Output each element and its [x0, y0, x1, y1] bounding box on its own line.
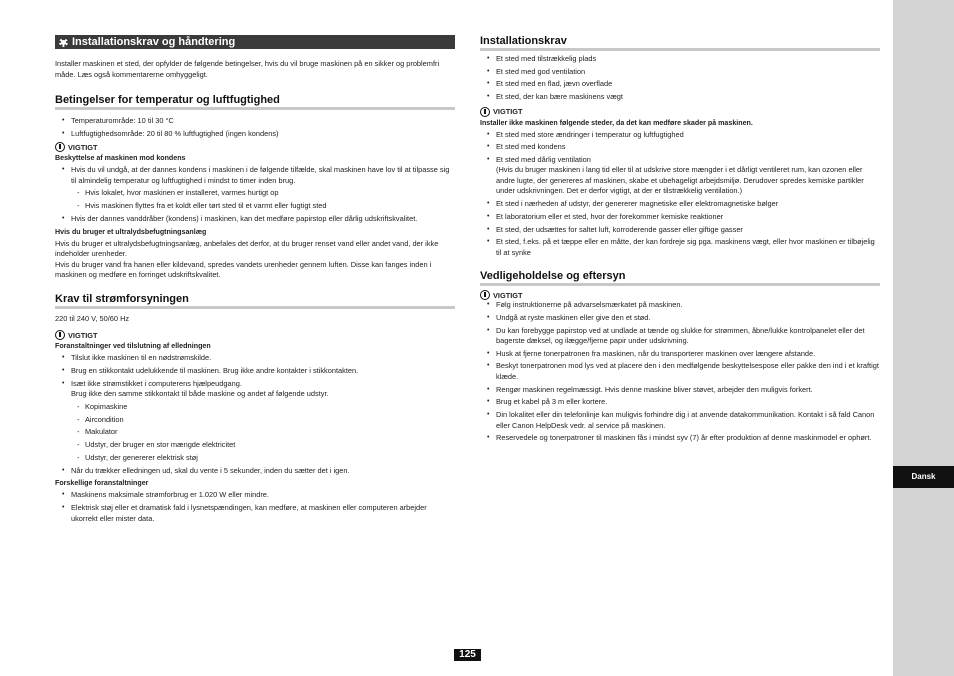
important-text: VIGTIGT: [493, 107, 523, 117]
list-item: • Reservedele og tonerpatroner til maskinen fås i mindst syv (7) år efter produktion af denne maskinmodel er ophørt.: [480, 433, 880, 444]
list-item: • Din lokalitet eller din telefonlinje kan muligvis forhindre dig i at anvende datakommunikation. Kontakt i så fald Canon eller Canon HelpDesk vedr. al service på maskinen.: [480, 410, 880, 431]
list-item: - Makulator: [55, 427, 455, 438]
list-item: - Udstyr, der genererer elektrisk støj: [55, 453, 455, 464]
list-item: • Maskinens maksimale strømforbrug er 1.020 W eller mindre.: [55, 490, 455, 501]
protect-sub-list: [55, 188, 455, 211]
list-item: • Husk at fjerne tonerpatronen fra maskinen, når du transporterer maskinen over længere afstande.: [480, 349, 880, 360]
precautions-list: [55, 353, 455, 399]
item-line: (Hvis du bruger maskinen i lang tid eller til at udskrive store mængder i et dårligt ventileret rum, kan ozonen eller andre lugte, der genereres af maskinen, skabe et ubehageligt arbejdsmiljø. Derudover spredes kemiske partikler under udskrivningen. Det er derfor vigtigt, at der er tilstrækkelig ventilation.): [496, 165, 864, 196]
ultra-text-1: Hvis du bruger et ultralydsbefugtningsanlæg, anbefales det derfor, at du bruger renset vand eller andet vand, der ikke indeholder urenheder.: [55, 238, 439, 259]
unplug-list: [55, 466, 455, 477]
list-item: • Temperaturområde: 10 til 30 °C: [55, 116, 455, 127]
protect-title: Beskyttelse af maskinen mod kondens: [55, 154, 186, 163]
list-item: • Et laboratorium eller et sted, hvor der forekommer kemiske reaktioner: [480, 212, 880, 223]
list-item: • Et sted med tilstrækkelig plads: [480, 54, 880, 65]
intro-text: Installer maskinen et sted, der opfylder de følgende betingelser, hvis du vil bruge maskinen på en sikker og problemfri måde. Læs også kommentarerne omhyggeligt.: [55, 59, 440, 79]
section-title-bar: [55, 35, 455, 49]
warning-icon: [55, 330, 65, 340]
important-label: [55, 330, 455, 340]
temp-heading: Betingelser for temperatur og luftfugtighed: [55, 94, 455, 110]
list-item: • Luftfugtighedsområde: 20 til 80 % luftfugtighed (ingen kondens): [55, 129, 455, 140]
list-item: • Tilslut ikke maskinen til en nødstrømskilde.: [55, 353, 455, 364]
install-heading: Installationskrav: [480, 35, 880, 51]
equipment-sub-list: [55, 402, 455, 464]
language-tab[interactable]: Dansk: [893, 466, 954, 488]
various-title: Forskellige foranstaltninger: [55, 479, 149, 488]
protect-list: [55, 165, 455, 186]
page-number: 125: [454, 649, 481, 661]
sidebar: [893, 0, 954, 676]
list-item: • Når du trækker elledningen ud, skal du vente i 5 sekunder, inden du sætter det i igen.: [55, 466, 455, 477]
ultra-title: Hvis du bruger et ultralydsbefugtningsanlæg: [55, 227, 207, 236]
important-label: [480, 290, 880, 300]
list-item: • Undgå at ryste maskinen eller give den et stød.: [480, 313, 880, 324]
list-item: • Et sted i nærheden af udstyr, der genererer magnetiske eller elektromagnetiske bølger: [480, 199, 880, 210]
list-item: • Du kan forebygge papirstop ved at undlade at tænde og slukke for strømmen, åbne/lukke kontrolpanelet eller det bagerste dæksel, og ilægge/fjerne papir under udskrivning.: [480, 326, 880, 347]
install-list: [480, 54, 880, 103]
precautions-title: Foranstaltninger ved tilslutning af elledningen: [55, 342, 211, 351]
maint-heading: Vedligeholdelse og eftersyn: [480, 270, 880, 286]
install-warning-title: Installer ikke maskinen følgende steder, da det kan medføre skader på maskinen.: [480, 118, 753, 127]
left-column: [55, 35, 455, 526]
list-item: • Et sted, der kan bære maskinens vægt: [480, 92, 880, 103]
list-item: • Beskyt tonerpatronen mod lys ved at placere den i den medfølgende beskyttelsespose eller pakke den ind i et kraftigt klæde.: [480, 361, 880, 382]
list-item: • Rengør maskinen regelmæssigt. Hvis denne maskine bliver støvet, arbejder den muligvis forkert.: [480, 385, 880, 396]
list-item: • Hvis du vil undgå, at der dannes kondens i maskinen i de følgende tilfælde, skal maskinen have lov til at tilpasse sig til almindelig temperatur og luftfugtighed i mindst to timer inden brug.: [55, 165, 455, 186]
list-item: • Et sted med kondens: [480, 142, 880, 153]
important-text: VIGTIGT: [68, 142, 98, 152]
list-item: - Kopimaskine: [55, 402, 455, 413]
section-title: Installationskrav og håndtering: [72, 36, 236, 48]
maint-list: [480, 300, 880, 444]
list-item: - Hvis maskinen flyttes fra et koldt eller tørt sted til et varmt eller fugtigt sted: [55, 201, 455, 212]
list-item: • Et sted med en flad, jævn overflade: [480, 79, 880, 90]
list-item: [55, 379, 455, 400]
power-spec: 220 til 240 V, 50/60 Hz: [55, 313, 130, 323]
ultra-text-2: Hvis du bruger vand fra hanen eller kildevand, spredes vandets urenheder gennem luften. Disse kan fanges inden i maskinen og medføre en forringet udskriftskvalitet.: [55, 259, 432, 280]
power-heading: Krav til strømforsyningen: [55, 293, 455, 309]
warning-icon: [480, 290, 490, 300]
bad-locations-list: [480, 130, 880, 259]
list-item: • Brug et kabel på 3 m eller kortere.: [480, 397, 880, 408]
list-item: • Brug en stikkontakt udelukkende til maskinen. Brug ikke andre kontakter i stikkontakten.: [55, 366, 455, 377]
warning-icon: [55, 142, 65, 152]
list-item: - Udstyr, der bruger en stor mængde elektricitet: [55, 440, 455, 451]
gear-icon: [59, 38, 68, 47]
warning-icon: [480, 107, 490, 117]
list-item: • Hvis der dannes vanddråber (kondens) i maskinen, kan det medføre papirstop eller dårlig udskriftskvalitet.: [55, 214, 455, 225]
protect-list-2: [55, 214, 455, 225]
important-label: [480, 107, 880, 117]
list-item: • Et sted med god ventilation: [480, 67, 880, 78]
list-item: [480, 155, 880, 197]
item-line: • Et sted med dårlig ventilation: [496, 154, 591, 164]
list-item: • Et sted med store ændringer i temperatur og luftfugtighed: [480, 130, 880, 141]
item-line: Brug ikke den samme stikkontakt til både maskine og andet af følgende udstyr.: [71, 389, 329, 399]
list-item: • Et sted, f.eks. på et tæppe eller en måtte, der kan fordreje sig pga. maskinens vægt, eller hvor maskinen er tilbøjelig til at synke: [480, 237, 880, 258]
list-item: • Elektrisk støj eller et dramatisk fald i lysnetspændingen, kan medføre, at maskinen eller computeren arbejder ukorrekt eller mister data.: [55, 503, 455, 524]
important-label: [55, 142, 455, 152]
list-item: • Et sted, der udsættes for saltet luft, korroderende gasser eller giftige gasser: [480, 225, 880, 236]
various-list: [55, 490, 455, 524]
important-text: VIGTIGT: [68, 330, 98, 340]
list-item: • Følg instruktionerne på advarselsmærkatet på maskinen.: [480, 300, 880, 311]
important-text: VIGTIGT: [493, 290, 523, 300]
list-item: - Aircondition: [55, 415, 455, 426]
right-column: [480, 35, 880, 446]
list-item: - Hvis lokalet, hvor maskinen er installeret, varmes hurtigt op: [55, 188, 455, 199]
item-line: • Isæt ikke strømstikket i computerens hjælpeudgang.: [71, 378, 242, 388]
temp-list: [55, 116, 455, 139]
